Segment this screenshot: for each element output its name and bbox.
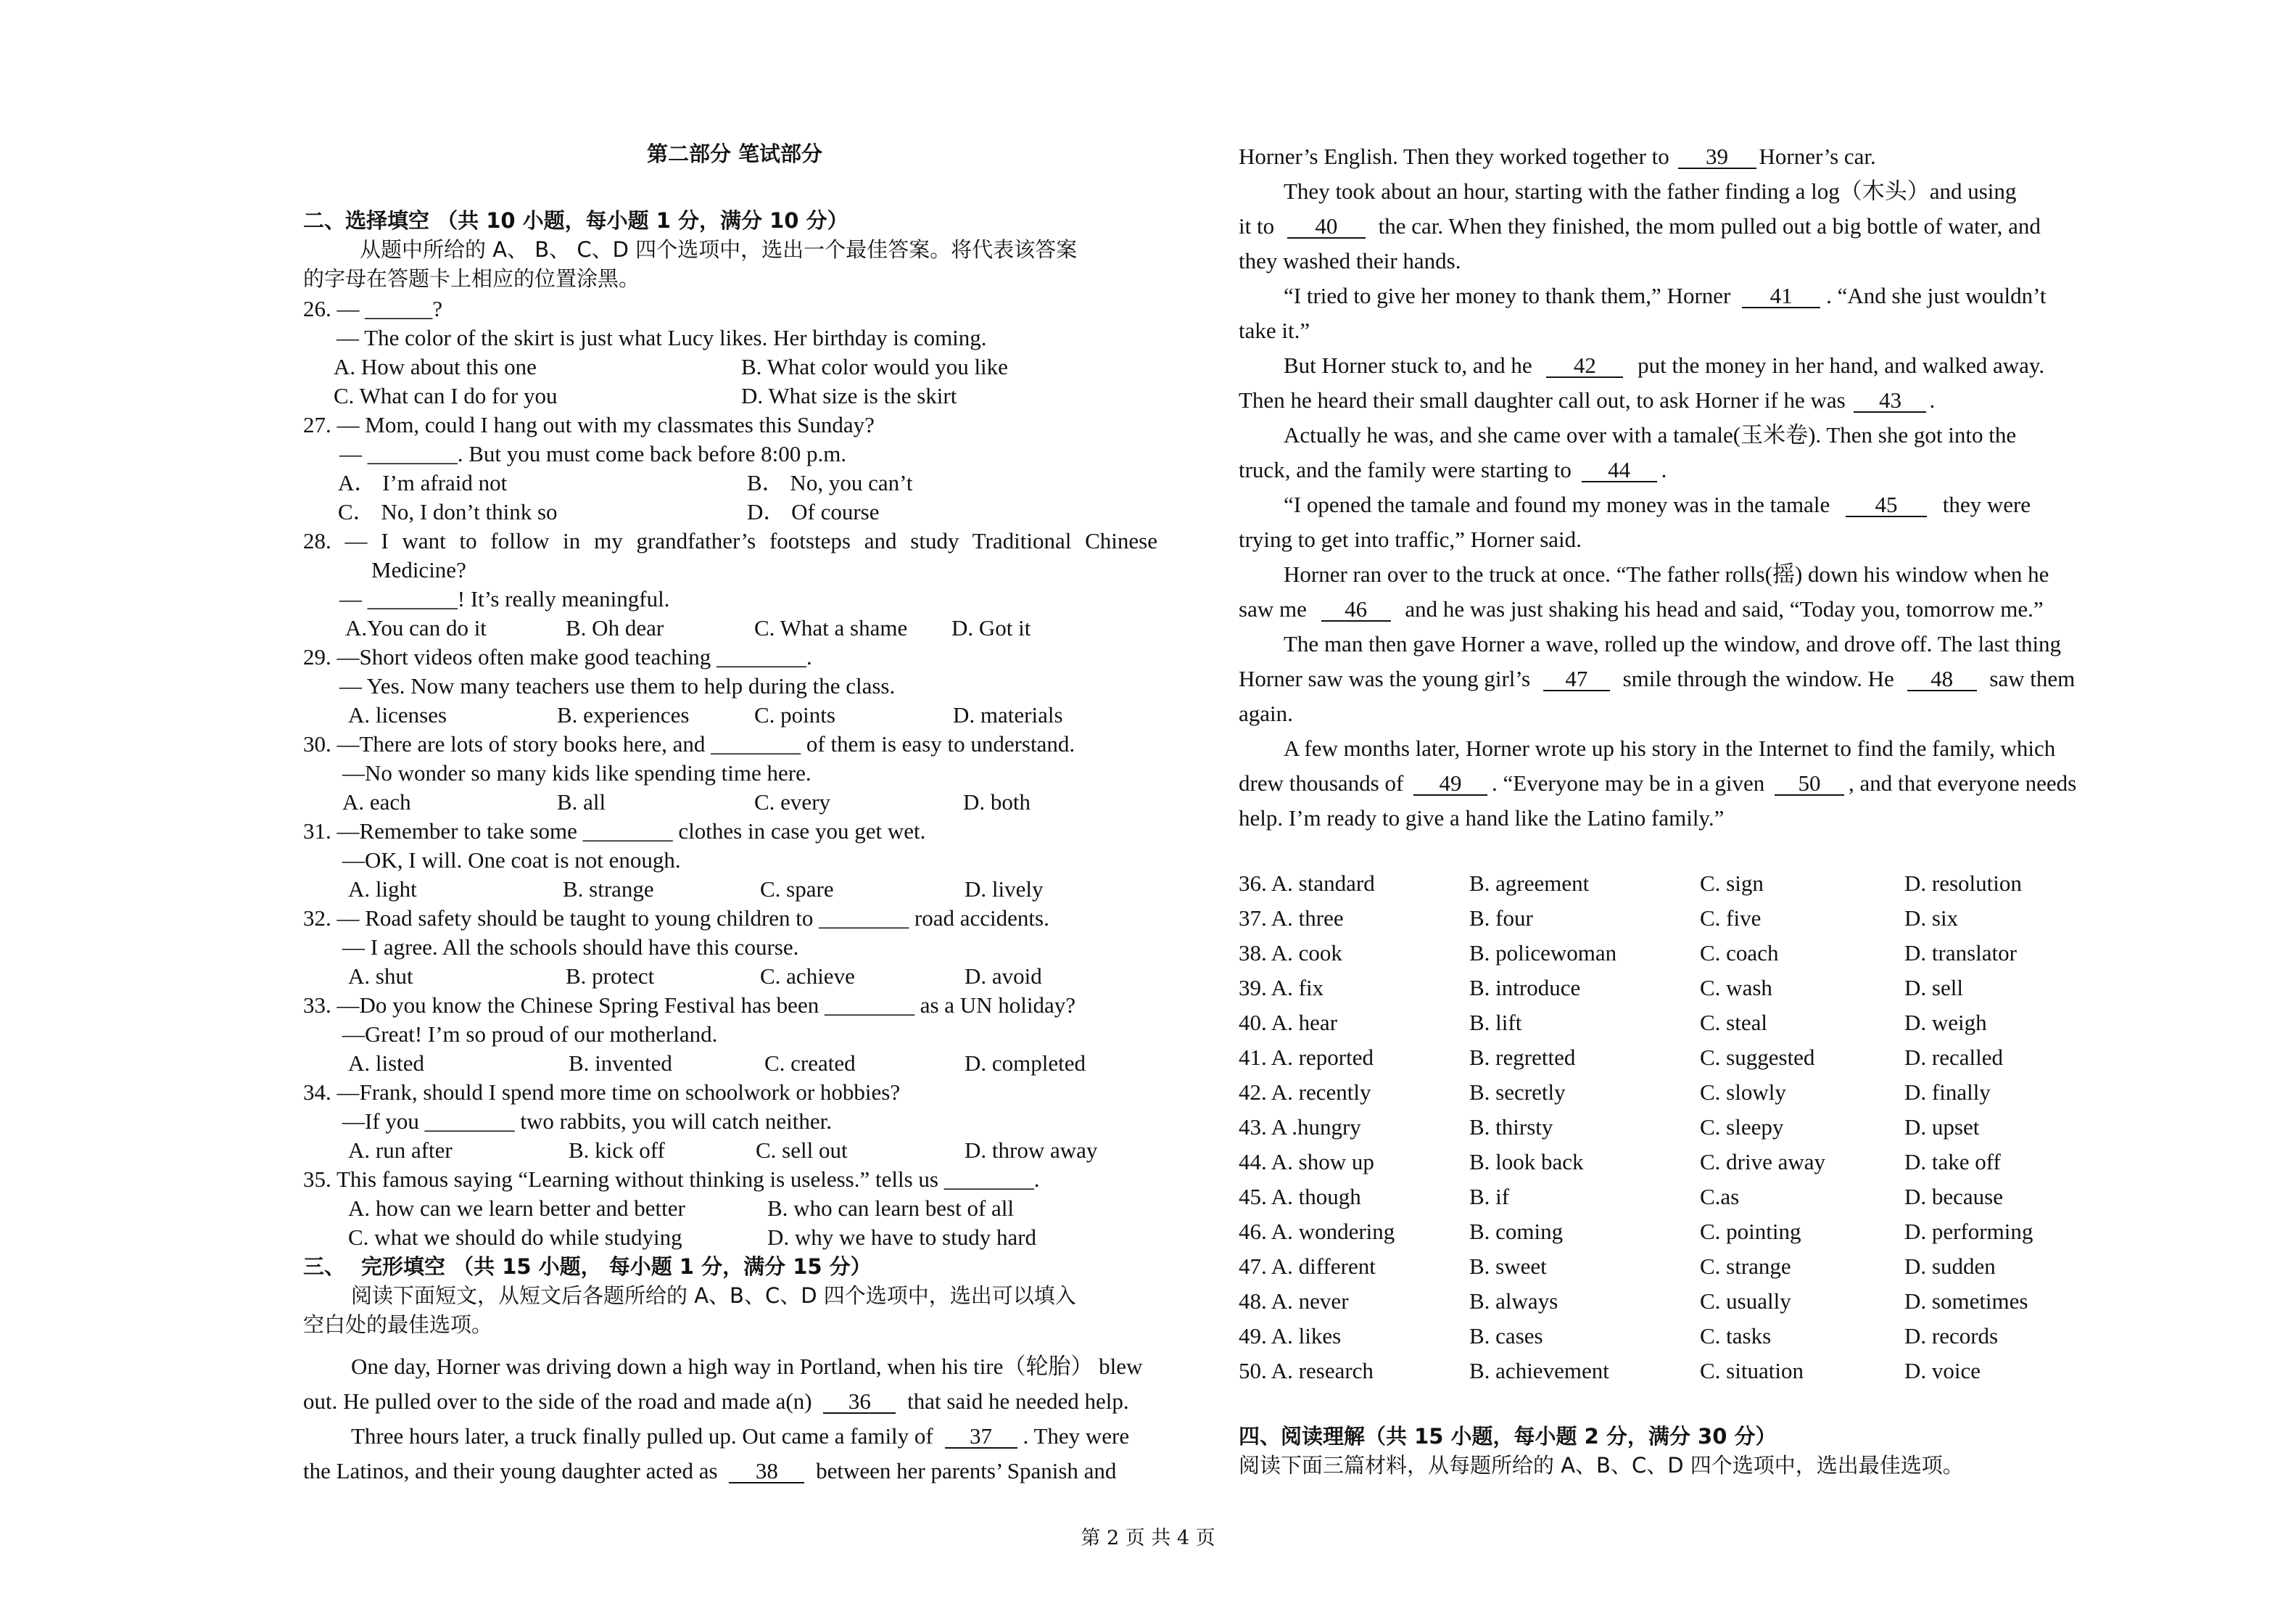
cloze-option: D. upset [1904,1114,1980,1140]
passage-text: Horner’s car. [1759,144,1876,169]
q26-option-d: D. What size is the skirt [741,383,957,408]
q30-option-b: B. all [557,789,606,815]
section-4-instructions: 阅读下面三篇材料，从每题所给的 A、B、C、D 四个选项中，选出最佳选项。 [1239,1453,1964,1478]
blank-45: 45 [1846,494,1927,517]
cloze-option: 40. A. hear [1239,1010,1338,1035]
q33-stem: 33. —Do you know the Chinese Spring Festival has been ________ as a UN holiday? [303,992,1076,1018]
cloze-option: D. resolution [1904,870,2022,896]
passage-line: They took about an hour, starting with the father finding a log（木头）and using [1284,178,2017,204]
passage-text: out. He pulled over to the side of the road and made a(n) [303,1388,812,1414]
q30-option-c: C. every [754,789,831,815]
section-4-heading: 四、阅读理解（共 15 小题，每小题 2 分，满分 30 分） [1239,1424,1777,1449]
cloze-option: B. always [1469,1288,1558,1314]
section-3-instructions: 阅读下面短文，从短文后各题所给的 A、B、C、D 四个选项中，选出可以填入 [351,1283,1076,1308]
cloze-option: B. secretly [1469,1079,1566,1105]
q29-option-b: B. experiences [557,702,690,728]
q31-option-c: C. spare [760,876,834,902]
q33-option-c: C. created [764,1050,856,1076]
q31-stem: 31. —Remember to take some ________ clothes in case you get wet. [303,818,926,844]
q26-option-a: A. How about this one [334,354,537,379]
cloze-option: C. wash [1700,975,1772,1000]
cloze-option: 47. A. different [1239,1253,1376,1279]
passage-text: “I opened the tamale and found my money was in the tamale [1284,492,1830,517]
passage-text: put the money in her hand, and walked away. [1638,353,2045,378]
q26-reply: — The color of the skirt is just what Lucy likes. Her birthday is coming. [336,325,987,350]
q33-reply: —Great! I’m so proud of our motherland. [342,1021,718,1047]
cloze-option: C. suggested [1700,1045,1815,1070]
q28-option-d: D. Got it [951,615,1031,641]
q27-stem: 27. — Mom, could I hang out with my classmates this Sunday? [303,412,875,437]
blank-46: 46 [1321,598,1391,622]
passage-line: help. I’m ready to give a hand like the Latino family.” [1239,805,1725,831]
cloze-option: 37. A. three [1239,905,1344,931]
q28-stem-cont: Medicine? [371,557,466,582]
passage-text: between her parents’ Spanish and [816,1458,1117,1483]
cloze-option: C. situation [1700,1358,1804,1383]
q28-option-c: C. What a shame [754,615,908,641]
blank-48: 48 [1907,668,1977,691]
passage-text: . [1929,387,1936,413]
q28-option-a: A.You can do it [345,615,487,641]
passage-line: they washed their hands. [1239,248,1461,273]
passage-text: and he was just shaking his head and said, “Today you, tomorrow me.” [1405,596,2044,622]
q29-stem: 29. —Short videos often make good teaching ________. [303,644,812,670]
cloze-option: 43. A .hungry [1239,1114,1361,1140]
passage-text: . “Everyone may be in a given [1492,770,1765,796]
cloze-option: C. five [1700,905,1762,931]
blank-37: 37 [945,1425,1017,1449]
cloze-option: C. strange [1700,1253,1791,1279]
passage-text: the Latinos, and their young daughter acted as [303,1458,718,1483]
passage-text: smile through the window. He [1622,666,1894,691]
passage-text: Then he heard their small daughter call out, to ask Horner if he was [1239,387,1846,413]
q29-option-a: A. licenses [348,702,447,728]
cloze-option: C. usually [1700,1288,1791,1314]
blank-40: 40 [1287,215,1366,239]
cloze-option: C. coach [1700,940,1779,966]
cloze-option: D. voice [1904,1358,1981,1383]
q33-option-a: A. listed [348,1050,425,1076]
passage-line: One day, Horner was driving down a high way in Portland, when his tire（轮胎） blew [351,1354,1143,1379]
q31-option-a: A. light [348,876,417,902]
blank-44: 44 [1582,459,1657,482]
q32-option-a: A. shut [348,963,413,989]
blank-50: 50 [1775,773,1844,796]
passage-text: that said he needed help. [907,1388,1129,1414]
page-number: 第 2 页 共 4 页 [1081,1527,1215,1549]
q28-option-b: B. Oh dear [566,615,664,641]
section-2-instructions: 从题中所给的 A、 B、 C、D 四个选项中，选出一个最佳答案。将代表该答案 [360,237,1078,262]
blank-39: 39 [1678,146,1756,169]
passage-text: But Horner stuck to, and he [1284,353,1532,378]
q35-stem: 35. This famous saying “Learning without thinking is useless.” tells us ________. [303,1166,1040,1192]
q26-option-c: C. What can I do for you [334,383,558,408]
section-2-heading: 二、选择填空 （共 10 小题，每小题 1 分，满分 10 分） [303,208,848,233]
passage-line: A few months later, Horner wrote up his story in the Internet to find the family, which [1284,736,2056,761]
passage-line: again. [1239,701,1293,726]
cloze-option: C. drive away [1700,1149,1826,1174]
cloze-option: B. if [1469,1184,1510,1209]
passage-text: Horner saw was the young girl’s [1239,666,1531,691]
q33-option-b: B. invented [569,1050,672,1076]
cloze-option: 50. A. research [1239,1358,1374,1383]
passage-text: drew thousands of [1239,770,1404,796]
cloze-option: 38. A. cook [1239,940,1342,966]
q29-reply: — Yes. Now many teachers use them to help during the class. [339,673,896,699]
blank-41: 41 [1742,285,1820,308]
passage-line: trying to get into traffic,” Horner said. [1239,527,1582,552]
q35-option-a: A. how can we learn better and better [348,1195,685,1221]
blank-47: 47 [1543,668,1610,691]
q26-option-b: B. What color would you like [741,354,1008,379]
section-3-heading: 完形填空 （共 15 小题， 每小题 1 分，满分 15 分） [361,1254,872,1279]
passage-text: . They were [1023,1423,1130,1449]
passage-text: saw them [1989,666,2076,691]
section-3-number: 三、 [303,1254,346,1279]
q32-option-c: C. achieve [760,963,855,989]
passage-text: , and that everyone needs [1848,770,2077,796]
passage-text: they were [1942,492,2031,517]
q34-option-c: C. sell out [756,1137,848,1163]
passage-text: it to [1239,213,1275,239]
cloze-option: 49. A. likes [1239,1323,1342,1349]
cloze-option: D. sell [1904,975,1963,1000]
passage-line: Horner ran over to the truck at once. “The father rolls(摇) down his window when he [1284,561,2049,587]
cloze-option: B. sweet [1469,1253,1547,1279]
cloze-option: B. policewoman [1469,940,1617,966]
cloze-option: D. translator [1904,940,2017,966]
passage-text: Three hours later, a truck finally pulled up. Out came a family of [351,1423,933,1449]
passage-line: take it.” [1239,318,1310,343]
cloze-option: D. take off [1904,1149,2001,1174]
q31-option-d: D. lively [965,876,1044,902]
q27-option-a: A． I’m afraid not [338,470,508,495]
cloze-option: 36. A. standard [1239,870,1375,896]
cloze-option: C. slowly [1700,1079,1786,1105]
passage-line: The man then gave Horner a wave, rolled up the window, and drove off. The last thing [1284,631,2062,656]
cloze-option: C. pointing [1700,1219,1801,1244]
cloze-option: B. look back [1469,1149,1584,1174]
q32-option-d: D. avoid [965,963,1042,989]
q28-stem: 28. — I want to follow in my grandfather’s footsteps and study Traditional Chinese [303,528,1157,553]
cloze-option: B. cases [1469,1323,1543,1349]
passage-text: truck, and the family were starting to [1239,457,1572,482]
blank-42: 42 [1546,355,1623,378]
q27-option-b: B． No, you can’t [747,470,913,495]
cloze-option: B. lift [1469,1010,1522,1035]
cloze-option: D. sudden [1904,1253,1996,1279]
cloze-option: B. coming [1469,1219,1564,1244]
cloze-option: 41. A. reported [1239,1045,1374,1070]
blank-43: 43 [1854,390,1926,413]
cloze-option: D. six [1904,905,1959,931]
cloze-option: B. achievement [1469,1358,1609,1383]
passage-text: . [1661,457,1667,482]
cloze-option: D. sometimes [1904,1288,2028,1314]
q31-reply: —OK, I will. One coat is not enough. [342,847,681,873]
passage-text: saw me [1239,596,1307,622]
q34-option-b: B. kick off [569,1137,665,1163]
cloze-option: 42. A. recently [1239,1079,1371,1105]
cloze-option: C. steal [1700,1010,1767,1035]
part-title: 第二部分 笔试部分 [646,141,823,166]
cloze-option: B. four [1469,905,1533,931]
cloze-option: 39. A. fix [1239,975,1324,1000]
q35-option-c: C. what we should do while studying [348,1224,682,1250]
cloze-option: D. because [1904,1184,2003,1209]
cloze-option: 48. A. never [1239,1288,1349,1314]
q27-option-c: C． No, I don’t think so [338,499,558,524]
cloze-option: 45. A. though [1239,1184,1361,1209]
q35-option-d: D. why we have to study hard [767,1224,1037,1250]
q27-option-d: D． Of course [747,499,880,524]
q34-reply: —If you ________ two rabbits, you will catch neither. [342,1108,832,1134]
q33-option-d: D. completed [965,1050,1086,1076]
section-2-instructions-cont: 的字母在答题卡上相应的位置涂黑。 [303,266,640,291]
passage-line: Actually he was, and she came over with a tamale(玉米卷). Then she got into the [1284,422,2017,448]
q34-option-a: A. run after [348,1137,453,1163]
cloze-option: D. recalled [1904,1045,2003,1070]
q29-option-d: D. materials [953,702,1063,728]
cloze-option: 46. A. wondering [1239,1219,1395,1244]
cloze-option: C. sleepy [1700,1114,1784,1140]
q32-reply: — I agree. All the schools should have this course. [342,934,799,960]
q29-option-c: C. points [754,702,835,728]
q31-option-b: B. strange [563,876,654,902]
cloze-option: D. performing [1904,1219,2033,1244]
q32-stem: 32. — Road safety should be taught to young children to ________ road accidents. [303,905,1049,931]
cloze-option: B. introduce [1469,975,1581,1000]
q34-stem: 34. —Frank, should I spend more time on schoolwork or hobbies? [303,1079,901,1105]
q28-reply: — ________! It’s really meaningful. [339,586,670,612]
cloze-option: D. finally [1904,1079,1991,1105]
section-3-instructions-cont: 空白处的最佳选项。 [303,1312,493,1337]
q30-option-a: A. each [342,789,411,815]
cloze-option: C. tasks [1700,1323,1772,1349]
blank-49: 49 [1413,773,1487,796]
cloze-option: D. records [1904,1323,1999,1349]
q34-option-d: D. throw away [965,1137,1098,1163]
q26-stem: 26. — ______? [303,296,443,321]
q32-option-b: B. protect [566,963,655,989]
cloze-option: B. regretted [1469,1045,1576,1070]
cloze-option: B. thirsty [1469,1114,1553,1140]
cloze-option: C. sign [1700,870,1764,896]
passage-text: . “And she just wouldn’t [1826,283,2047,308]
q30-stem: 30. —There are lots of story books here, and ________ of them is easy to understand. [303,731,1075,757]
cloze-option: B. agreement [1469,870,1590,896]
blank-36: 36 [823,1391,896,1414]
passage-text: Horner’s English. Then they worked together to [1239,144,1669,169]
q30-reply: —No wonder so many kids like spending time here. [342,760,812,786]
passage-text: the car. When they finished, the mom pulled out a big bottle of water, and [1378,213,2041,239]
blank-38: 38 [729,1460,804,1483]
cloze-option: D. weigh [1904,1010,1987,1035]
q35-option-b: B. who can learn best of all [767,1195,1015,1221]
q27-reply: — ________. But you must come back before 8:00 p.m. [339,441,847,466]
passage-text: “I tried to give her money to thank them,” Horner [1284,283,1731,308]
cloze-option: 44. A. show up [1239,1149,1374,1174]
cloze-option: C.as [1700,1184,1740,1209]
q30-option-d: D. both [963,789,1031,815]
